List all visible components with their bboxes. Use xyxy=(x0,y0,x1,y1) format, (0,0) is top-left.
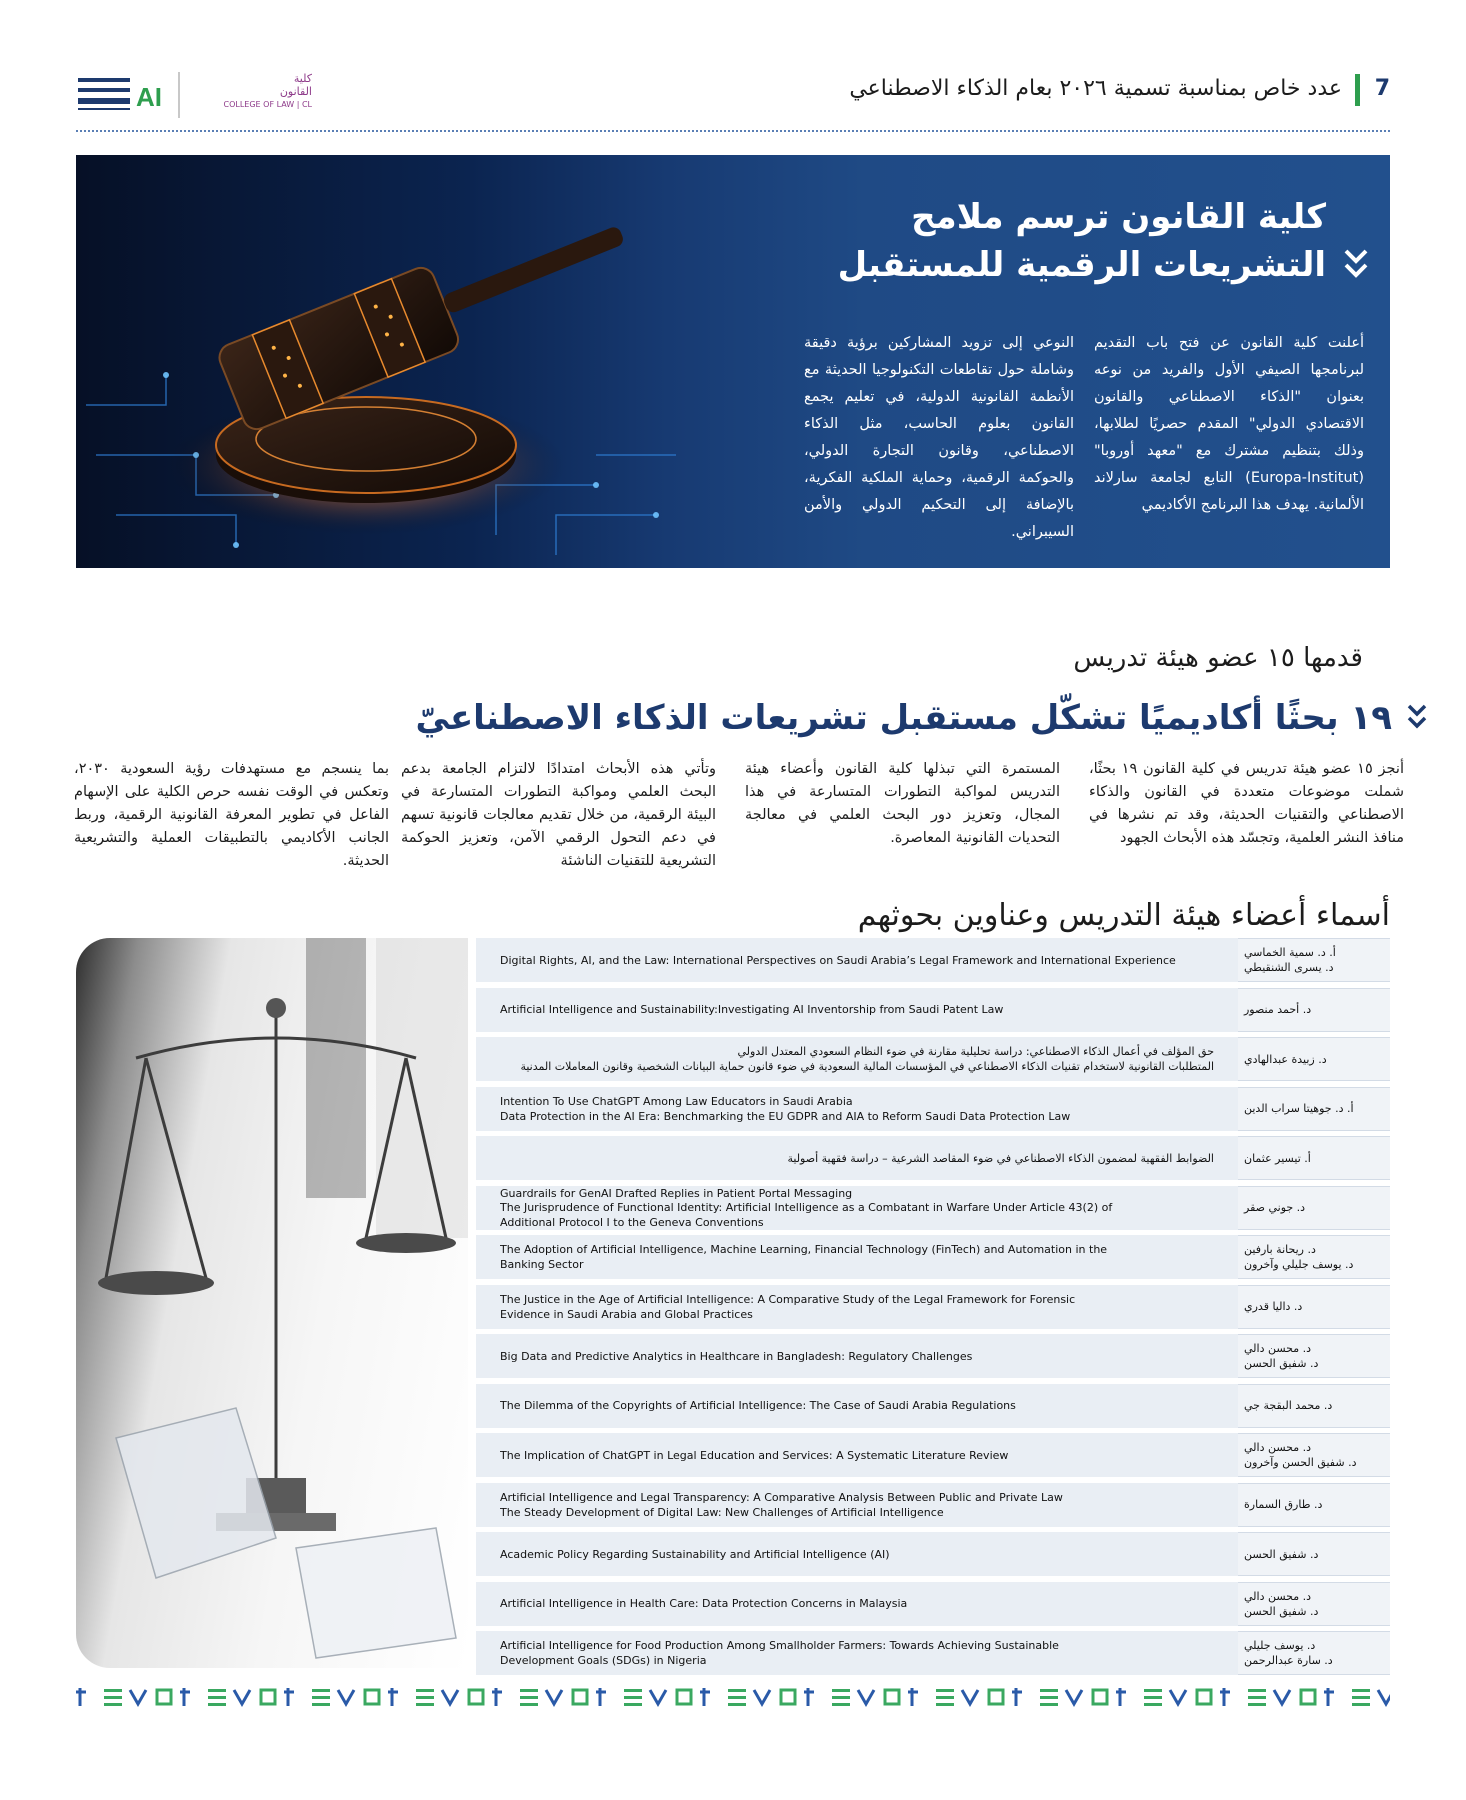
pattern-glyph xyxy=(677,1690,691,1704)
author-name: د. ريحانة بارفين xyxy=(1244,1243,1316,1256)
research-titles xyxy=(476,1087,1238,1131)
faculty-list-title: أسماء أعضاء هيئة التدريس وعناوين بحوثهم xyxy=(857,898,1390,933)
pattern-glyph xyxy=(989,1690,1003,1704)
research-row xyxy=(476,1532,1390,1576)
research-authors xyxy=(1244,1433,1390,1477)
pattern-glyph xyxy=(781,1690,795,1704)
research-titles xyxy=(476,1433,1238,1477)
pattern-glyph xyxy=(1324,1688,1334,1706)
article-column-2: المستمرة التي تبذلها كلية القانون وأعضاء هيئة التدريس لمواكبة التطورات المتسارعة في هذا المجال، وتعزيز دور البحث العلمي في معالجة التحديات القانونية المعاصرة. xyxy=(745,761,1060,846)
research-title: حق المؤلف في أعمال الذكاء الاصطناعي: دراسة تحليلية مقارنة في ضوء النظام السعودي المعتدل الدولي xyxy=(737,1045,1214,1058)
pattern-glyph xyxy=(573,1690,587,1704)
pattern-glyph xyxy=(728,1689,746,1706)
pattern-glyph xyxy=(962,1690,978,1704)
page-header xyxy=(76,66,1390,124)
research-titles xyxy=(476,1186,1238,1230)
section-kicker: قدمها ١٥ عضو هيئة تدريس xyxy=(1073,643,1363,673)
research-row xyxy=(476,1087,1390,1131)
author-name: د. يوسف جليلي xyxy=(1244,1639,1316,1652)
research-row xyxy=(476,1285,1390,1329)
chevron-down-icon xyxy=(1406,703,1428,733)
author-name: أ. د. جوهيتا سراب الدين xyxy=(1244,1102,1354,1115)
pattern-glyph xyxy=(157,1690,171,1704)
pattern-glyph xyxy=(1301,1690,1315,1704)
research-titles xyxy=(476,1285,1238,1329)
research-row xyxy=(476,1186,1390,1230)
research-title: Artificial Intelligence and Legal Transparency: A Comparative Analysis Between Public and Private Law xyxy=(500,1490,1063,1504)
research-title: Additional Protocol I to the Geneva Conventions xyxy=(500,1215,764,1229)
research-titles xyxy=(476,1384,1238,1428)
author-name: د. أحمد منصور xyxy=(1244,1003,1312,1016)
research-title: Artificial Intelligence in Health Care: Data Protection Concerns in Malaysia xyxy=(500,1597,908,1610)
research-title: Artificial Intelligence and Sustainability:Investigating AI Inventorship from Saudi Patent Law xyxy=(500,1003,1004,1016)
pattern-glyph xyxy=(1012,1688,1022,1706)
pattern-glyph xyxy=(1116,1688,1126,1706)
pattern-glyph xyxy=(442,1690,458,1704)
research-titles xyxy=(476,1582,1238,1626)
pattern-glyph xyxy=(1248,1689,1266,1706)
gavel-circuit-illustration xyxy=(76,155,676,568)
header-accent-bar xyxy=(1355,74,1360,106)
header-divider xyxy=(76,130,1390,132)
research-authors xyxy=(1244,1532,1390,1576)
author-name: د. شفيق الحسن xyxy=(1244,1547,1319,1561)
pattern-glyph xyxy=(858,1690,874,1704)
research-authors xyxy=(1244,1235,1390,1279)
author-name: د. شفيق الحسن xyxy=(1244,1357,1319,1370)
research-title: Guardrails for GenAI Drafted Replies in Patient Portal Messaging xyxy=(500,1186,853,1200)
research-title: Intention To Use ChatGPT Among Law Educators in Saudi Arabia xyxy=(500,1094,853,1108)
research-authors xyxy=(1244,1384,1390,1428)
ai-year-logo xyxy=(76,68,172,118)
author-name: د. داليا قدري xyxy=(1244,1300,1303,1313)
author-name: د. محسن دالي xyxy=(1244,1342,1312,1355)
hero-text-column-2: النوعي إلى تزويد المشاركين برؤية دقيقة وشاملة حول تقاطعات التكنولوجيا الحديثة مع الأنظمة القانونية الدولية، في تعليم يجمع القانون بعلوم الحاسب، مثل الذكاء الاصطناعي، وقانون التجارة الدولي، والحوكمة الرقمية، وحماية الملكية الفكرية، بالإضافة إلى التحكيم الدولي والأمن السيبراني. xyxy=(804,335,1074,540)
pattern-glyph xyxy=(1220,1688,1230,1706)
research-titles xyxy=(476,938,1238,982)
pattern-glyph xyxy=(804,1688,814,1706)
research-row xyxy=(476,1136,1390,1180)
author-name: د. محمد البقجة جي xyxy=(1244,1399,1333,1412)
author-name: أ. د. سمية الخماسي xyxy=(1244,946,1336,959)
author-name: د. محسن دالي xyxy=(1244,1441,1312,1454)
pattern-glyph xyxy=(520,1689,538,1706)
research-authors xyxy=(1244,1136,1390,1180)
article-column-1: أنجز ١٥ عضو هيئة تدريس في كلية القانون ١٩ بحثًا، شملت موضوعات متعددة في القانون والذكاء الاصطناعي والتقنيات الحديثة، وقد تم نشرها في منافذ النشر العلمية، وتجسّد هذه الأبحاث الجهود xyxy=(1089,761,1404,846)
research-title: The Justice in the Age of Artificial Intelligence: A Comparative Study of the Legal Framework for Forensic xyxy=(500,1292,1076,1306)
pattern-glyph xyxy=(1040,1689,1058,1706)
research-authors xyxy=(1244,1631,1390,1675)
pattern-glyph xyxy=(650,1690,666,1704)
research-authors xyxy=(1244,1483,1390,1527)
pattern-glyph xyxy=(312,1689,330,1706)
pattern-glyph xyxy=(1197,1690,1211,1704)
research-authors xyxy=(1244,1334,1390,1378)
research-title: المتطلبات القانونية لاستخدام تقنيات الذكاء الاصطناعي في المؤسسات المالية السعودية في ضوء قانون حماية البيانات الشخصية وقانون المعاملات المدنية xyxy=(520,1060,1214,1073)
research-titles xyxy=(476,1037,1238,1081)
pattern-glyph xyxy=(76,1688,86,1706)
author-name: د. محسن دالي xyxy=(1244,1589,1312,1603)
research-row xyxy=(476,1631,1390,1675)
pattern-glyph xyxy=(1352,1689,1370,1706)
header-title: عدد خاص بمناسبة تسمية ٢٠٢٦ بعام الذكاء الاصطناعي xyxy=(849,76,1342,101)
research-title: الضوابط الفقهية لمضمون الذكاء الاصطناعي في ضوء المقاصد الشرعية – دراسة فقهية أصولية xyxy=(787,1151,1214,1165)
pattern-glyph xyxy=(416,1689,434,1706)
pattern-glyph xyxy=(885,1690,899,1704)
scales-of-justice-photo xyxy=(76,938,468,1668)
research-titles xyxy=(476,1532,1238,1576)
author-name: د. يسرى الشنقيطي xyxy=(1244,961,1334,974)
hero-title-line-1: كلية القانون ترسم ملامح xyxy=(911,197,1326,237)
section-title-text: ١٩ بحثًا أكاديميًا تشكّل مستقبل تشريعات الذكاء الاصطناعيّ xyxy=(415,698,1392,738)
research-title: The Dilemma of the Copyrights of Artificial Intelligence: The Case of Saudi Arabia Regulations xyxy=(500,1399,1016,1412)
college-of-law-logo xyxy=(178,72,312,118)
research-title: The Steady Development of Digital Law: New Challenges of Artificial Intelligence xyxy=(500,1505,944,1519)
research-titles xyxy=(476,1483,1238,1527)
research-authors xyxy=(1244,1087,1390,1131)
pattern-glyph xyxy=(388,1688,398,1706)
pattern-glyph xyxy=(1066,1690,1082,1704)
pattern-glyph xyxy=(1170,1690,1186,1704)
research-row xyxy=(476,1433,1390,1477)
hero-banner xyxy=(76,155,1390,568)
pattern-glyph xyxy=(208,1689,226,1706)
chevron-down-icon xyxy=(1342,247,1370,283)
research-authors xyxy=(1244,1037,1390,1081)
research-title: The Implication of ChatGPT in Legal Education and Services: A Systematic Literature Review xyxy=(500,1448,1009,1462)
pattern-glyph xyxy=(365,1690,379,1704)
research-titles xyxy=(476,1136,1238,1180)
pattern-glyph xyxy=(936,1689,954,1706)
research-authors xyxy=(1244,938,1390,982)
research-title: The Adoption of Artificial Intelligence, Machine Learning, Financial Technology (FinTech) and Automation in the xyxy=(500,1243,1108,1256)
pattern-glyph xyxy=(284,1688,294,1706)
hero-title xyxy=(806,193,1326,289)
research-authors xyxy=(1244,1285,1390,1329)
research-row xyxy=(476,1483,1390,1527)
research-title: Banking Sector xyxy=(500,1258,584,1271)
ai-logo-text: AI xyxy=(136,82,162,112)
research-authors xyxy=(1244,1582,1390,1626)
research-row xyxy=(476,1334,1390,1378)
pattern-glyph xyxy=(261,1690,275,1704)
pattern-glyph xyxy=(338,1690,354,1704)
research-authors xyxy=(1244,988,1390,1032)
research-title: Data Protection in the AI Era: Benchmarking the EU GDPR and AIA to Reform Saudi Data Protection Law xyxy=(500,1109,1071,1123)
research-titles xyxy=(476,1235,1238,1279)
research-title: Digital Rights, AI, and the Law: International Perspectives on Saudi Arabia’s Legal Framework and International Experience xyxy=(500,953,1176,967)
footer-pattern xyxy=(76,1684,1390,1710)
research-row xyxy=(476,938,1390,982)
pattern-glyph xyxy=(469,1690,483,1704)
author-name: د. شفيق الحسن وآخرون xyxy=(1244,1456,1357,1469)
pattern-glyph xyxy=(700,1688,710,1706)
pattern-glyph xyxy=(234,1690,250,1704)
research-row xyxy=(476,1582,1390,1626)
research-row xyxy=(476,1037,1390,1081)
pattern-glyph xyxy=(624,1689,642,1706)
pattern-glyph xyxy=(754,1690,770,1704)
author-name: أ. تيسير عثمان xyxy=(1244,1151,1311,1165)
research-titles xyxy=(476,1334,1238,1378)
pattern-glyph xyxy=(104,1689,122,1706)
article-column-3: وتأتي هذه الأبحاث امتدادًا لالتزام الجامعة بدعم البحث العلمي ومواكبة التطورات المتسارعة في البيئة الرقمية، من خلال تقديم معالجات قانونية تسهم في دعم التحول الرقمي الآمن، وتعزيز الحوكمة التشريعية للتقنيات الناشئة xyxy=(401,761,716,869)
hero-text-column-1: أعلنت كلية القانون عن فتح باب التقديم لبرنامجها الصيفي الأول والفريد من نوعه بعنوان "الذكاء الاصطناعي والقانون الاقتصادي الدولي" المقدم حصريًا لطلابها، وذلك بتنظيم مشترك مع "معهد أوروبا"(Europa-Institut) التابع لجامعة سارلاند الألمانية. يهدف هذا البرنامج الأكاديمي xyxy=(1094,335,1364,513)
pattern-glyph xyxy=(832,1689,850,1706)
college-logo-ar-1: كلية xyxy=(293,72,312,85)
author-name: د. يوسف جليلي وآخرون xyxy=(1244,1258,1354,1271)
research-title: Big Data and Predictive Analytics in Healthcare in Bangladesh: Regulatory Challenges xyxy=(500,1349,973,1363)
hero-title-line-2: التشريعات الرقمية للمستقبل xyxy=(837,245,1326,285)
research-title: Artificial Intelligence for Food Production Among Smallholder Farmers: Towards Achieving Sustainable xyxy=(500,1639,1059,1652)
section-title xyxy=(416,698,1428,738)
author-name: د. جوني صقر xyxy=(1244,1201,1306,1214)
page-number: 7 xyxy=(1374,76,1390,101)
research-row xyxy=(476,988,1390,1032)
research-title: Development Goals (SDGs) in Nigeria xyxy=(500,1654,707,1667)
research-titles xyxy=(476,988,1238,1032)
pattern-glyph xyxy=(1274,1690,1290,1704)
research-row xyxy=(476,1384,1390,1428)
pattern-glyph xyxy=(130,1690,146,1704)
research-row xyxy=(476,1235,1390,1279)
research-title: Academic Policy Regarding Sustainability and Artificial Intelligence (AI) xyxy=(500,1547,890,1561)
college-logo-ar-2: القانون xyxy=(279,85,312,98)
pattern-glyph xyxy=(908,1688,918,1706)
research-titles xyxy=(476,1631,1238,1675)
pattern-glyph xyxy=(1378,1690,1390,1704)
pattern-glyph xyxy=(1144,1689,1162,1706)
college-logo-en: COLLEGE OF LAW | CL xyxy=(223,100,312,109)
author-name: د. طارق السمارة xyxy=(1244,1498,1323,1511)
pattern-glyph xyxy=(596,1688,606,1706)
pattern-glyph xyxy=(180,1688,190,1706)
pattern-glyph xyxy=(1093,1690,1107,1704)
author-name: د. شفيق الحسن xyxy=(1244,1604,1319,1618)
research-table xyxy=(476,938,1390,1681)
author-name: د. سارة عبدالرحمن xyxy=(1244,1654,1333,1667)
author-name: د. زبيدة عبدالهادي xyxy=(1244,1052,1327,1066)
article-column-4: بما ينسجم مع مستهدفات رؤية السعودية ٢٠٣٠، وتعكس في الوقت نفسه حرص الكلية على الإسهام الفاعل في تطوير المعرفة القانونية الرقمية، وربط الجانب الأكاديمي بالتطبيقات العملية والتشريعية الحديثة. xyxy=(74,761,389,869)
pattern-glyph xyxy=(546,1690,562,1704)
pattern-glyph xyxy=(492,1688,502,1706)
research-title: Evidence in Saudi Arabia and Global Practices xyxy=(500,1307,753,1321)
research-title: The Jurisprudence of Functional Identity: Artificial Intelligence as a Combatant in Warfare Under Article 43(2) of xyxy=(500,1201,1113,1215)
research-authors xyxy=(1244,1186,1390,1230)
